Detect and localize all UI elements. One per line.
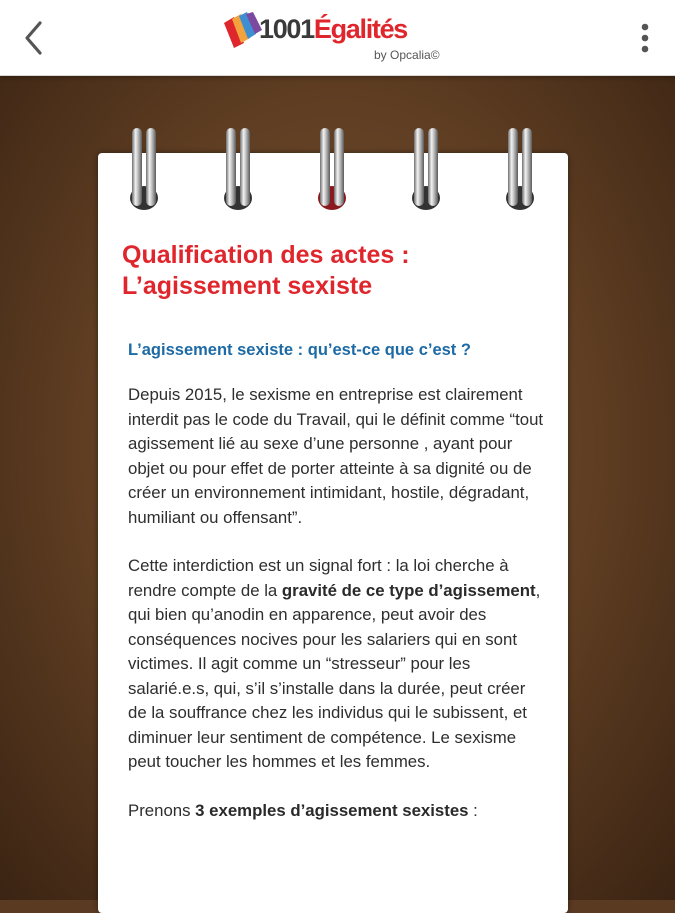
paragraph-1: Depuis 2015, le sexisme en entreprise est clairement interdit pas le code du Travail, qui le définit comme “tout agissement lié au sexe d’une personne , ayant pour objet ou pour effet de porter atteinte à sa dignité ou de créer un environnement intimidant, hostile, dégradant, humiliant ou offensant”. [128, 385, 544, 527]
logo-number: 1001 [259, 14, 314, 44]
paragraph-2-text-b: , qui bien qu’anodin en apparence, peut avoir des conséquences nocives pour les salariers qui en sont victimes. Il agit comme un “stresseur” pour les salarié.e.s, qui, s’il s’installe dans la durée, peut créer de la souffrance chez les individus qui le subissent, et diminuer leur sentiment de compétence. Le sexisme peut toucher les hommes et les femmes. [128, 580, 541, 771]
logo-text [259, 13, 407, 45]
article-content [122, 240, 548, 823]
paragraph-2 [128, 554, 548, 775]
paragraph-3-text-b: : [468, 800, 478, 820]
paragraph-2-emphasis: gravité de ce type d’agissement [281, 580, 536, 600]
logo-word: Égalités [313, 14, 408, 44]
logo-byline: by Opcalia© [374, 48, 440, 62]
title-line-2: L’agissement sexiste [122, 272, 373, 300]
paragraph-3 [128, 799, 548, 824]
section-subtitle: L’agissement sexiste : qu’est-ce que c’est ? [128, 341, 471, 359]
more-vert-icon [640, 22, 650, 54]
page-title [122, 240, 548, 302]
overflow-menu-button[interactable] [629, 18, 661, 58]
back-button[interactable] [14, 18, 54, 58]
app-bar [0, 0, 675, 76]
paragraph-2-text-a: Cette interdiction est un signal fort : la loi cherche à rendre compte de la [128, 556, 509, 600]
app-logo [222, 10, 462, 68]
chevron-left-icon [22, 20, 46, 56]
paragraph-3-emphasis: 3 exemples d’agissement sexistes [195, 800, 469, 820]
title-line-1: Qualification des actes : [122, 241, 410, 269]
paragraph-3-text-a: Prenons [128, 800, 196, 820]
